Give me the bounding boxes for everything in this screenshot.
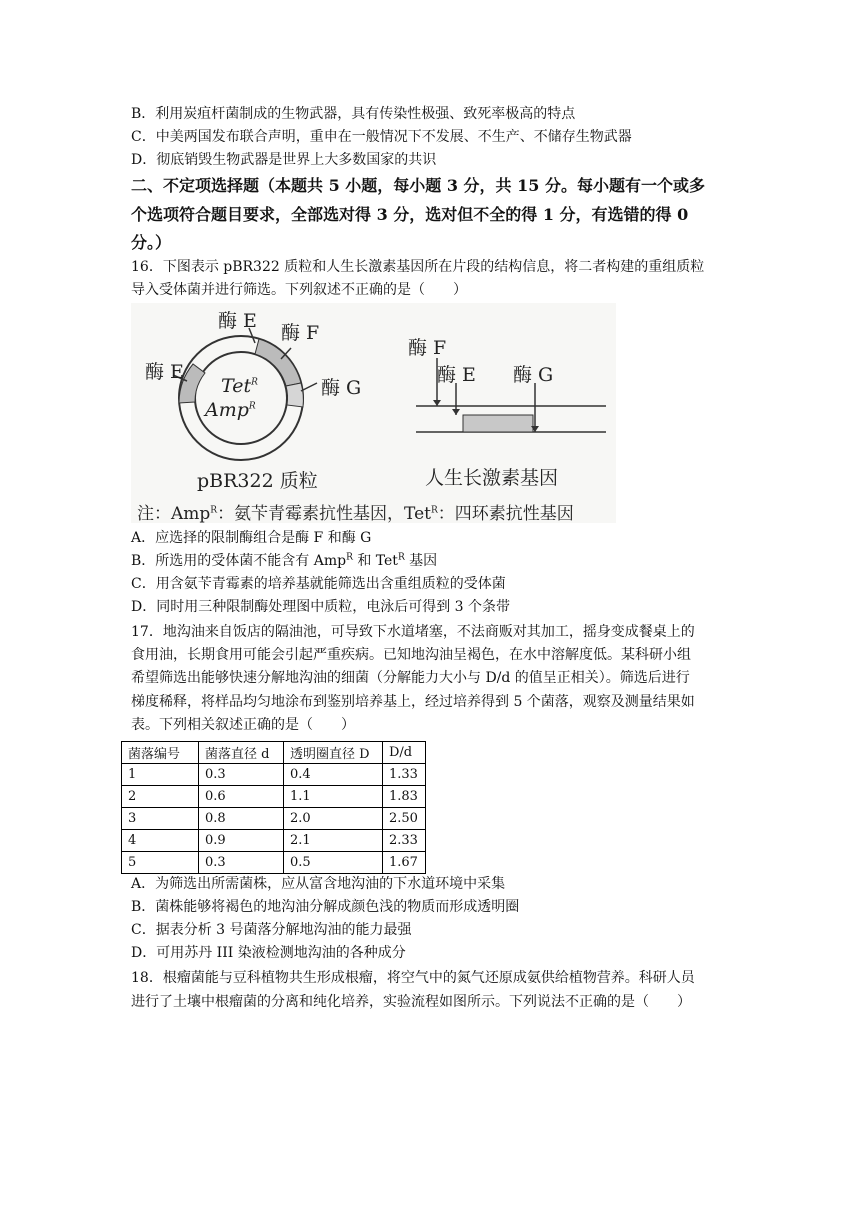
cell-D: 1.1 bbox=[284, 786, 383, 808]
gene-caption: 人生长激素基因 bbox=[425, 467, 559, 489]
label-tet-gene: Tet$^R$ bbox=[221, 375, 258, 397]
plasmid-caption: pBR322 质粒 bbox=[197, 470, 318, 492]
q17-option-c: C．据表分析 3 号菌落分解地沟油的能力最强 bbox=[131, 922, 412, 938]
hgh-gene-box bbox=[463, 415, 533, 432]
tet-gene-segment-upper bbox=[255, 339, 301, 386]
label-enzyme-e-top: 酶 E bbox=[218, 310, 257, 332]
figure-note: 注：Amp$^R$：氨苄青霉素抗性基因，Tet$^R$：四环素抗性基因 bbox=[137, 504, 574, 524]
cell-ratio: 1.33 bbox=[383, 764, 426, 786]
q16-figure bbox=[131, 303, 616, 523]
q17-stem-line2: 食用油，长期食用可能会引起严重疾病。已知地沟油呈褐色，在水中溶解度低。某科研小组 bbox=[131, 647, 691, 663]
section-heading-line1: 二、不定项选择题（本题共 5 小题，每小题 3 分，共 15 分。每小题有一个或多 bbox=[131, 176, 705, 195]
cell-id: 4 bbox=[122, 830, 199, 852]
q15-option-c: C．中美两国发布联合声明，重申在一般情况下不发展、不生产、不储存生物武器 bbox=[131, 129, 632, 145]
label-enzyme-e-gene: 酶 E bbox=[437, 364, 476, 386]
label-enzyme-f-plasmid: 酶 F bbox=[281, 322, 320, 344]
cell-ratio: 1.83 bbox=[383, 786, 426, 808]
table-row bbox=[122, 852, 426, 874]
plasmid-inner-ring bbox=[195, 352, 287, 444]
cell-ratio: 2.50 bbox=[383, 808, 426, 830]
q16-stem-line1: 16．下图表示 pBR322 质粒和人生长激素基因所在片段的结构信息，将二者构建的重组质粒 bbox=[131, 259, 705, 275]
enzyme-e-site-arrow bbox=[452, 409, 460, 415]
section-heading-line2: 个选项符合题目要求，全部选对得 3 分，选对但不全的得 1 分，有选错的得 0 bbox=[131, 205, 689, 224]
label-enzyme-g-plasmid: 酶 G bbox=[321, 377, 362, 399]
label-enzyme-f-gene: 酶 F bbox=[408, 337, 447, 359]
table-row bbox=[122, 786, 426, 808]
cell-D: 2.0 bbox=[284, 808, 383, 830]
cell-id: 5 bbox=[122, 852, 199, 874]
header-colony-id: 菌落编号 bbox=[122, 742, 199, 764]
table-row bbox=[122, 808, 426, 830]
cell-ratio: 2.33 bbox=[383, 830, 426, 852]
q16-option-d: D．同时用三种限制酶处理图中质粒，电泳后可得到 3 个条带 bbox=[131, 599, 511, 615]
cell-d: 0.6 bbox=[199, 786, 284, 808]
q17-stem-line4: 梯度稀释，将样品均匀地涂布到鉴别培养基上，经过培养得到 5 个菌落，观察及测量结果如 bbox=[131, 694, 695, 710]
cell-d: 0.9 bbox=[199, 830, 284, 852]
header-halo-diameter: 透明圈直径 D bbox=[284, 742, 383, 764]
q17-option-a: A．为筛选出所需菌株，应从富含地沟油的下水道环境中采集 bbox=[131, 876, 506, 892]
table-row bbox=[122, 830, 426, 852]
q17-stem-line1: 17．地沟油来自饭店的隔油池，可导致下水道堵塞，不法商贩对其加工，摇身变成餐桌上的 bbox=[131, 624, 695, 640]
cell-id: 1 bbox=[122, 764, 199, 786]
table-row bbox=[122, 764, 426, 786]
q17-stem-line3: 希望筛选出能够快速分解地沟油的细菌（分解能力大小与 D/d 的值呈正相关）。筛选后进行 bbox=[131, 670, 690, 686]
colony-table bbox=[121, 741, 426, 874]
cell-D: 0.5 bbox=[284, 852, 383, 874]
header-ratio: D/d bbox=[383, 742, 426, 764]
cell-d: 0.3 bbox=[199, 852, 284, 874]
q15-option-b: B．利用炭疽杆菌制成的生物武器，具有传染性极强、致死率极高的特点 bbox=[131, 106, 576, 122]
cell-D: 2.1 bbox=[284, 830, 383, 852]
q15-option-d: D．彻底销毁生物武器是世界上大多数国家的共识 bbox=[131, 152, 437, 168]
table-header-row bbox=[122, 742, 426, 764]
q17-option-d: D．可用苏丹 III 染液检测地沟油的各种成分 bbox=[131, 945, 406, 961]
q16-option-c: C．用含氨苄青霉素的培养基就能筛选出含重组质粒的受体菌 bbox=[131, 576, 506, 592]
q18-stem-line2: 进行了土壤中根瘤菌的分离和纯化培养，实验流程如图所示。下列说法不正确的是（ ） bbox=[131, 994, 691, 1010]
cell-d: 0.3 bbox=[199, 764, 284, 786]
cell-D: 0.4 bbox=[284, 764, 383, 786]
q16-option-a: A．应选择的限制酶组合是酶 F 和酶 G bbox=[131, 530, 372, 546]
enzyme-g-pointer bbox=[301, 383, 317, 391]
cell-d: 0.8 bbox=[199, 808, 284, 830]
q16-stem-line2: 导入受体菌并进行筛选。下列叙述不正确的是（ ） bbox=[131, 282, 467, 298]
cell-ratio: 1.67 bbox=[383, 852, 426, 874]
q16-option-b: B．所选用的受体菌不能含有 Amp$^R$ 和 Tet$^R$ 基因 bbox=[131, 552, 438, 569]
q17-option-b: B．菌株能够将褐色的地沟油分解成颜色浅的物质而形成透明圈 bbox=[131, 899, 520, 915]
tet-gene-segment-lower bbox=[286, 383, 303, 407]
label-enzyme-e-left: 酶 E bbox=[145, 361, 184, 383]
cell-id: 2 bbox=[122, 786, 199, 808]
enzyme-f-site-arrow bbox=[433, 400, 441, 406]
label-amp-gene: Amp$^R$ bbox=[205, 399, 256, 421]
header-colony-diameter: 菌落直径 d bbox=[199, 742, 284, 764]
label-enzyme-g-gene: 酶 G bbox=[513, 364, 554, 386]
cell-id: 3 bbox=[122, 808, 199, 830]
q17-stem-line5: 表。下列相关叙述正确的是（ ） bbox=[131, 717, 355, 733]
section-heading-line3: 分。） bbox=[131, 233, 172, 252]
q18-stem-line1: 18．根瘤菌能与豆科植物共生形成根瘤，将空气中的氮气还原成氨供给植物营养。科研人员 bbox=[131, 970, 695, 986]
